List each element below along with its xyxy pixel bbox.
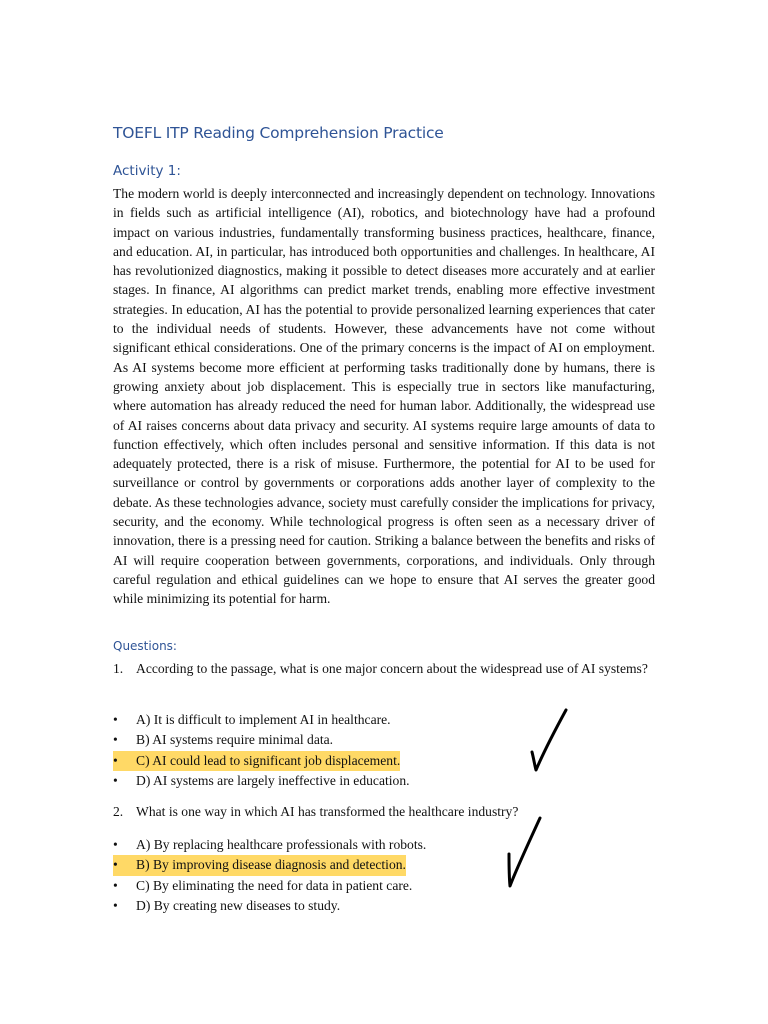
checkmark-icon [500, 814, 550, 890]
question-1 [113, 659, 653, 678]
activity-heading: Activity 1: [113, 163, 181, 179]
bullet-point: • [113, 855, 136, 875]
bullet-point: • [113, 732, 118, 748]
question-text: What is one way in which AI has transformed the healthcare industry? [136, 804, 519, 819]
option-label: D) AI systems are largely ineffective in education. [136, 772, 410, 788]
question-text: According to the passage, what is one major concern about the widespread use of AI systems? [136, 661, 648, 676]
question-2 [113, 802, 653, 821]
option-label: C) By eliminating the need for data in patient care. [136, 877, 413, 893]
question-number: 1. [113, 661, 124, 676]
bullet-point: • [113, 837, 118, 852]
question-number: 2. [113, 804, 124, 819]
option-label: D) By creating new diseases to study. [136, 897, 341, 913]
questions-heading: Questions: [113, 639, 177, 653]
bullet-point: • [113, 897, 118, 913]
option-label: C) AI could lead to significant job displacement. [136, 751, 400, 771]
bullet-point: • [113, 751, 136, 771]
bullet-point: • [113, 877, 118, 893]
bullet-point: • [113, 712, 118, 727]
page-title: TOEFL ITP Reading Comprehension Practice [113, 124, 444, 142]
option-label: A) By replacing healthcare professionals with robots. [136, 837, 427, 852]
option-label: A) It is difficult to implement AI in healthcare. [136, 712, 391, 727]
bullet-point: • [113, 772, 118, 788]
checkmark-icon [522, 704, 572, 774]
option-label: B) By improving disease diagnosis and detection. [136, 855, 406, 875]
reading-passage: The modern world is deeply interconnected and increasingly dependent on technology. Innovations in fields such as artificial intelligence (AI), robotics, and biotechnology have had a profound impact on various industries, fundamentally transforming business practices, healthcare, finance, and education. AI, in particular, has introduced both opportunities and challenges. In healthcare, AI has revolutionized diagnostics, making it possible to detect diseases more accurately and at earlier stages. In finance, AI algorithms can predict market trends, enabling more effective investment strategies. In education, AI has the potential to provide personalized learning experiences that cater to the individual needs of students. However, these advancements have not come without significant ethical considerations. One of the primary concerns is the impact of AI on employment. As AI systems become more efficient at performing tasks traditionally done by humans, there is growing anxiety about job displacement. This is especially true in sectors like manufacturing, where automation has already reduced the need for human labor. Additionally, the widespread use of AI raises concerns about data privacy and security. AI systems require large amounts of data to function effectively, which often includes personal and sensitive information. If this data is not adequately protected, there is a risk of misuse. Furthermore, the potential for AI to be used for surveillance or control by governments or corporations adds another layer of complexity to the debate. As these technologies advance, society must carefully consider the implications for privacy, security, and the economy. While technological progress is often seen as a necessary driver of innovation, there is a pressing need for caution. Striking a balance between the benefits and risks of AI will require cooperation between governments, corporations, and individuals. Only through careful regulation and ethical guidelines can we hope to ensure that AI serves the greater good while minimizing its potential for harm. [113, 186, 655, 607]
option-label: B) AI systems require minimal data. [136, 732, 334, 748]
